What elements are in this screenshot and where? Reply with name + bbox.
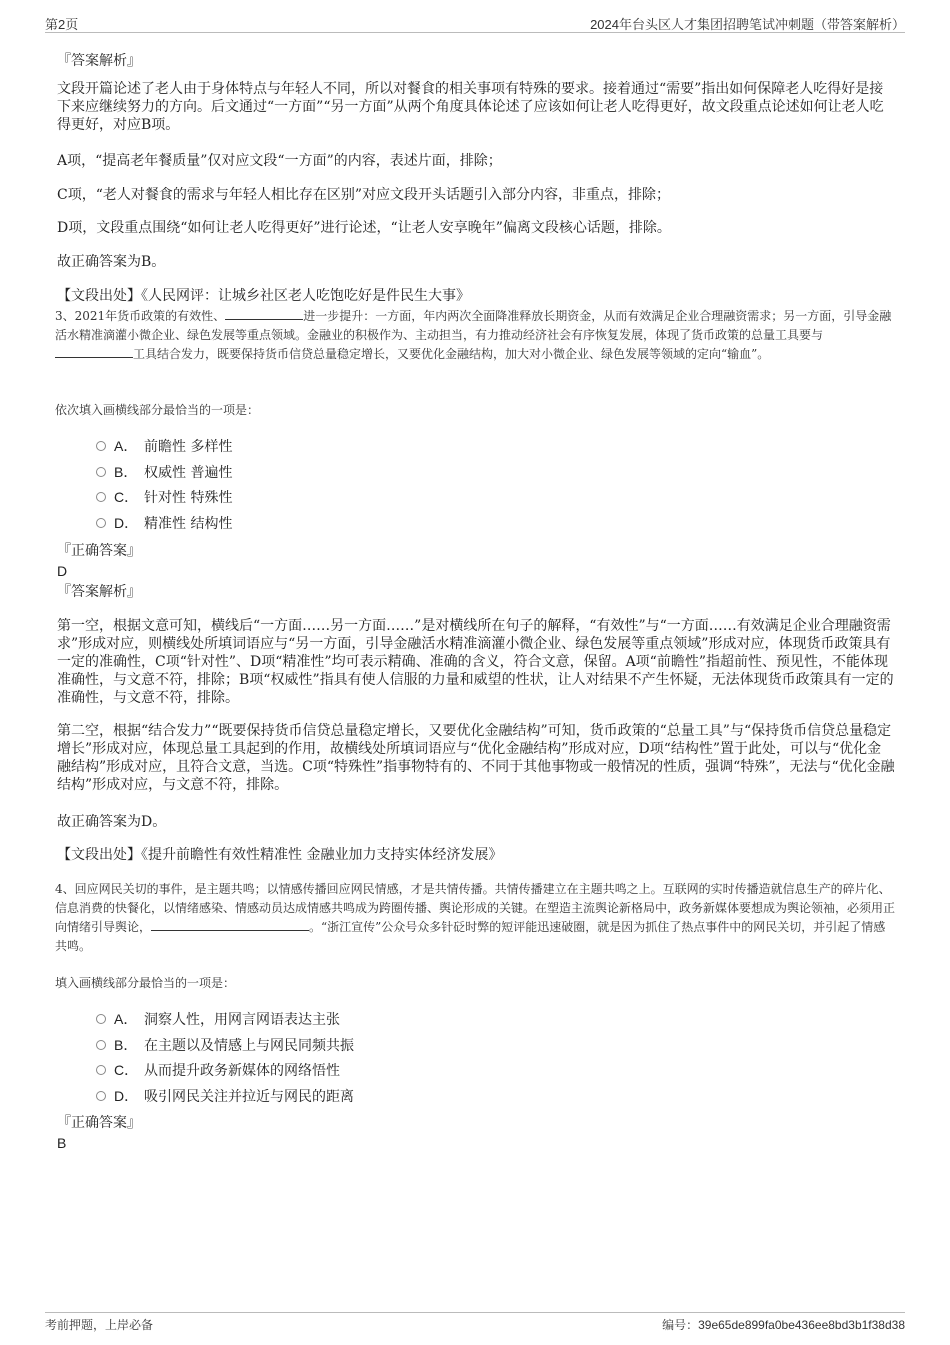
option-text: 前瞻性 多样性 (144, 439, 233, 455)
option-text: 洞察人性，用网言网语表达主张 (144, 1012, 340, 1028)
q3-answer-label: 『正确答案』 (57, 543, 141, 559)
page-number: 第2页 (45, 17, 79, 32)
option-letter: C． (114, 1062, 139, 1078)
radio-icon[interactable] (96, 467, 106, 477)
option-letter: B． (114, 464, 138, 480)
option-letter: B． (114, 1037, 138, 1053)
q4-stem-part-2: 。“浙江宣传”公众号众多针砭时弊的短评能迅速破圈，就是因为抓住了热点事件中的网民关切，并引起了情感共鸣。 (55, 920, 886, 953)
q2-analysis-para-4: D项，文段重点围绕“如何让老人吃得更好”进行论述，“让老人安享晚年”偏离文段核心话题，排除。 (57, 220, 671, 236)
q3-analysis-label: 『答案解析』 (57, 584, 141, 600)
q2-analysis-para-3: C项，“老人对餐食的需求与年轻人相比存在区别”对应文段开头话题引入部分内容，非重点，排除； (57, 187, 671, 203)
page-footer (45, 1312, 905, 1333)
q3-source: 【文段出处】《提升前瞻性有效性精准性 金融业加力支持实体经济发展》 (57, 847, 503, 863)
q3-option-a[interactable] (96, 436, 232, 456)
option-text: 在主题以及情感上与网民同频共振 (144, 1038, 354, 1054)
radio-icon[interactable] (96, 1065, 106, 1075)
q4-stem (55, 880, 897, 956)
q3-conclusion: 故正确答案为D。 (57, 814, 167, 830)
option-letter: A． (114, 438, 138, 454)
page-header (45, 14, 905, 33)
radio-icon[interactable] (96, 441, 106, 451)
q3-prompt: 依次填入画横线部分最恰当的一项是： (55, 403, 260, 417)
q3-blank-2 (55, 345, 133, 358)
option-text: 精准性 结构性 (144, 516, 233, 532)
q4-answer: B (57, 1135, 67, 1151)
radio-icon[interactable] (96, 492, 106, 502)
q3-stem-part-3: 工具结合发力，既要保持货币信贷总量稳定增长，又要优化金融结构，加大对小微企业、绿色发展等领域的定向“输血”。 (133, 347, 770, 361)
q2-conclusion: 故正确答案为B。 (57, 254, 166, 270)
q3-stem (55, 307, 897, 364)
document-code: 编号：39e65de899fa0be436ee8bd3b1f38d38 (662, 1318, 905, 1332)
q4-option-a[interactable] (96, 1009, 340, 1029)
q4-answer-label: 『正确答案』 (57, 1115, 141, 1131)
radio-icon[interactable] (96, 1040, 106, 1050)
q3-answer: D (57, 563, 68, 579)
radio-icon[interactable] (96, 1091, 106, 1101)
q4-option-b[interactable] (96, 1035, 354, 1055)
q4-stem-part-1: 4、回应网民关切的事件，是主题共鸣；以情感传播回应网民情感，才是共情传播。共情传播建立在主题共鸣之上。互联网的实时传播造就信息生产的碎片化、信息消费的快餐化，以情绪感染、情感动员达成情感共鸣成为跨圈传播、舆论形成的关键。在塑造主流舆论新格局中，政务新媒体要想成为舆论领袖，必须用正向情绪引导舆论， (55, 882, 896, 934)
footer-slogan: 考前押题，上岸必备 (45, 1318, 154, 1332)
q3-option-b[interactable] (96, 462, 232, 482)
q4-option-d[interactable] (96, 1086, 354, 1106)
option-letter: D． (114, 1088, 139, 1104)
q3-stem-part-2: 进一步提升：一方面，年内两次全面降准释放长期资金，从而有效满足企业合理融资需求；另一方面，引导金融活水精准滴灌小微企业、绿色发展等重点领域。金融业的积极作为、主动担当，有力推动经济社会有序恢复发展，体现了货币政策的总量工具要与 (55, 309, 892, 342)
option-text: 吸引网民关注并拉近与网民的距离 (144, 1089, 354, 1105)
radio-icon[interactable] (96, 518, 106, 528)
q3-blank-1 (225, 307, 303, 320)
document-title: 2024年台头区人才集团招聘笔试冲刺题（带答案解析） (590, 17, 905, 32)
q2-analysis-label: 『答案解析』 (57, 53, 141, 69)
q4-prompt: 填入画横线部分最恰当的一项是： (55, 976, 236, 990)
q3-stem-part-1: 3、2021年货币政策的有效性、 (55, 309, 226, 323)
option-letter: D． (114, 515, 139, 531)
q2-source: 【文段出处】《人民网评：让城乡社区老人吃饱吃好是件民生大事》 (57, 288, 470, 304)
option-text: 权威性 普遍性 (144, 465, 233, 481)
option-letter: C． (114, 489, 139, 505)
option-text: 从而提升政务新媒体的网络悟性 (144, 1063, 340, 1079)
q3-analysis-para-2: 第二空，根据“结合发力”“既要保持货币信贷总量稳定增长，又要优化金融结构”可知，货币政策的“总量工具”与“保持货币信贷总量稳定增长”形成对应，体现总量工具起到的作用，故横线处所填词语应与“优化金融结构”形成对应，D项“结构性”置于此处，可以与“优化金融结构”形成对应，且符合文意，当选。C项“特殊性”指事物特有的、不同于其他事物或一般情况的性质，强调“特殊”，无法与“优化金融结构”形成对应，与文意不符，排除。 (57, 723, 895, 793)
radio-icon[interactable] (96, 1014, 106, 1024)
q3-option-c[interactable] (96, 487, 232, 507)
q2-analysis-para-2: A项，“提高老年餐质量”仅对应文段“一方面”的内容，表述片面，排除； (57, 153, 502, 169)
q3-analysis-para-1: 第一空，根据文意可知，横线后“一方面……另一方面……”是对横线所在句子的解释，“有效性”与“一方面……有效满足企业合理融资需求”形成对应，则横线处所填词语应与“另一方面，引导金融活水精准滴灌小微企业、绿色发展等重点领域”形成对应，体现货币政策具有一定的准确性，C项“针对性”、D项“精准性”均可表示精确、准确的含义，符合文意，保留。A项“前瞻性”指超前性、预见性，不能体现准确性，与文意不符，排除；B项“权威性”指具有使人信服的力量和威望的性状，让人对结果不产生怀疑，无法体现货币政策具有一定的准确性，与文意不符，排除。 (57, 618, 894, 706)
q2-analysis-para-1: 文段开篇论述了老人由于身体特点与年轻人不同，所以对餐食的相关事项有特殊的要求。接着通过“需要”指出如何保障老人吃得好是接下来应继续努力的方向。后文通过“一方面”“另一方面”从两个角度具体论述了应该如何让老人吃得更好，故文段重点论述如何让老人吃得更好，对应B项。 (57, 81, 884, 133)
q4-option-c[interactable] (96, 1060, 340, 1080)
q4-blank (151, 918, 309, 931)
option-text: 针对性 特殊性 (144, 490, 233, 506)
q3-option-d[interactable] (96, 513, 232, 533)
option-letter: A． (114, 1011, 138, 1027)
